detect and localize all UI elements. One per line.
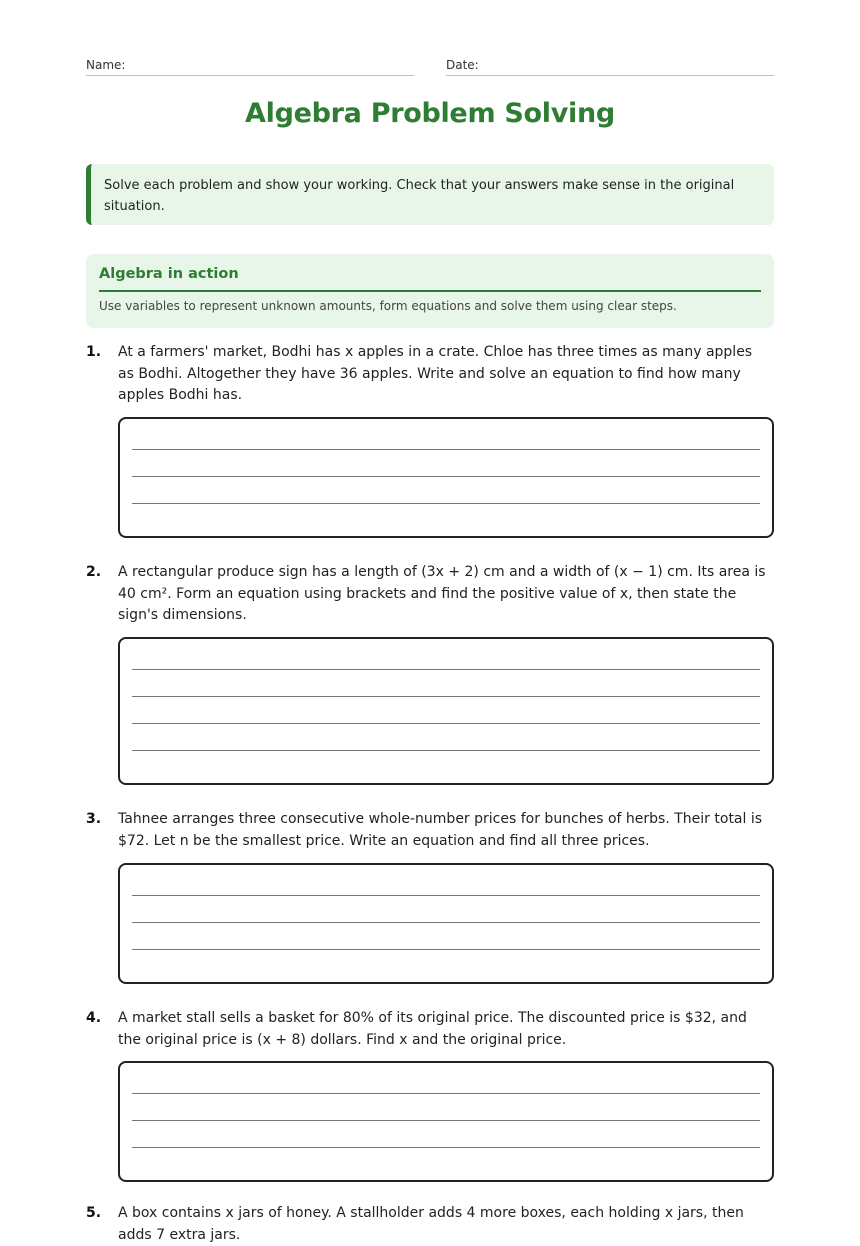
student-details <box>86 54 774 76</box>
page-title: Algebra Problem Solving <box>245 98 615 129</box>
answer-box[interactable] <box>118 1061 774 1182</box>
date-field[interactable] <box>446 54 774 76</box>
section-description: Use variables to represent unknown amounts, form equations and solve them using clear steps. <box>99 299 677 313</box>
date-label: Date: <box>446 58 479 72</box>
problem-text: A box contains x jars of honey. A stallholder adds 4 more boxes, each holding x jars, then adds 7 extra jars. <box>118 1205 744 1243</box>
section-title: Algebra in action <box>99 264 761 292</box>
answer-line <box>132 476 760 477</box>
problem-text: A market stall sells a basket for 80% of its original price. The discounted price is $32, and the original price is (x + 8) dollars. Find x and the original price. <box>118 1010 747 1048</box>
answer-line <box>132 449 760 450</box>
name-field[interactable] <box>86 54 414 76</box>
problem-number: 5. <box>86 1205 102 1221</box>
answer-line <box>132 503 760 504</box>
instructions-box: Solve each problem and show your working. Check that your answers make sense in the original situation. <box>86 164 774 225</box>
answer-line <box>132 922 760 923</box>
problem-number: 2. <box>86 564 102 580</box>
name-label: Name: <box>86 58 126 72</box>
problem-number: 1. <box>86 344 102 360</box>
answer-box[interactable] <box>118 863 774 984</box>
answer-line <box>132 696 760 697</box>
problem-text: Tahnee arranges three consecutive whole-number prices for bunches of herbs. Their total is $72. Let n be the smallest price. Write an equation and find all three prices. <box>118 811 763 849</box>
answer-box[interactable] <box>118 417 774 538</box>
answer-line <box>132 1120 760 1121</box>
problem-text: A rectangular produce sign has a length of (3x + 2) cm and a width of (x − 1) cm. Its area is 40 cm². Form an equation using brackets and find the positive value of x, then state the sign's dimensions. <box>118 564 766 623</box>
answer-line <box>132 895 760 896</box>
answer-line <box>132 1093 760 1094</box>
answer-line <box>132 723 760 724</box>
section-header <box>86 254 774 328</box>
answer-line <box>132 669 760 670</box>
problem-number: 3. <box>86 811 102 827</box>
problem-number: 4. <box>86 1010 102 1026</box>
answer-line <box>132 949 760 950</box>
answer-line <box>132 1147 760 1148</box>
answer-line <box>132 750 760 751</box>
answer-box[interactable] <box>118 637 774 785</box>
problem-text: At a farmers' market, Bodhi has x apples in a crate. Chloe has three times as many apples as Bodhi. Altogether they have 36 apples. Write and solve an equation to find how many apples Bodhi has. <box>118 344 753 403</box>
